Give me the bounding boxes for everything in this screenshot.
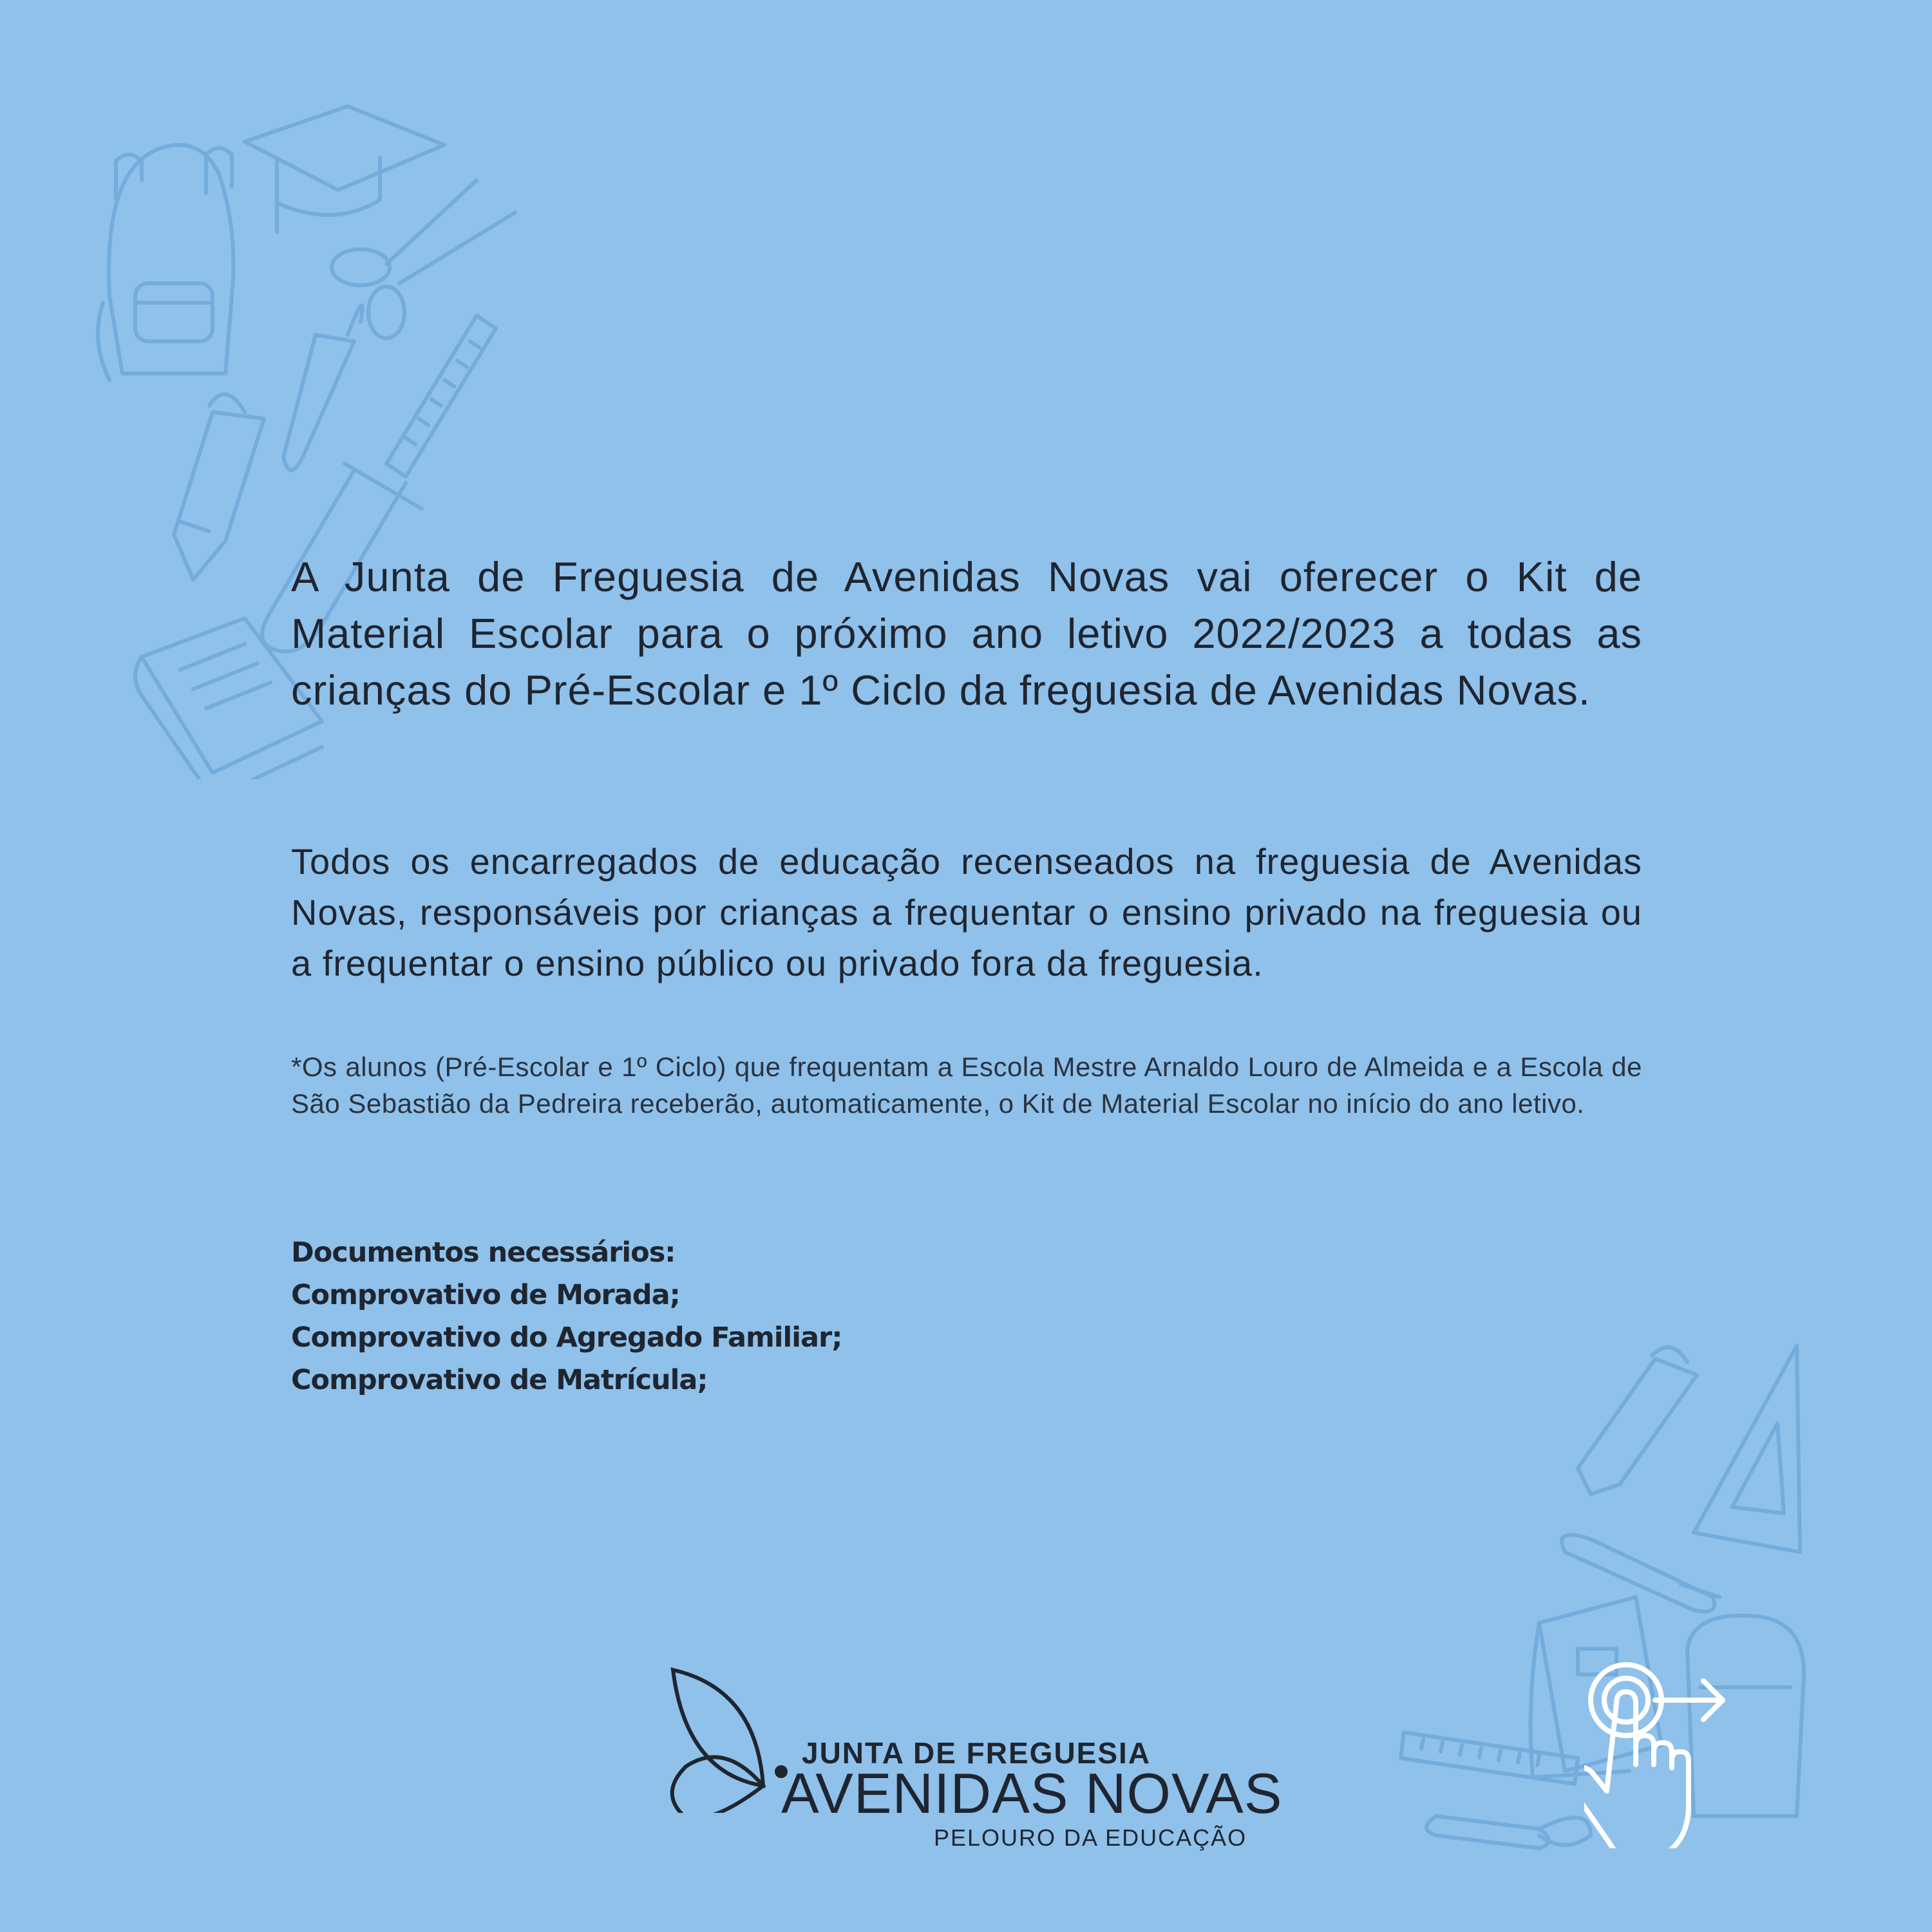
logo-line-junta: JUNTA DE FREGUESIA — [802, 1736, 1151, 1770]
document-item: Comprovativo de Morada; — [291, 1279, 680, 1311]
swipe-next-icon[interactable] — [1584, 1655, 1732, 1848]
announcement-eligibility-text: Todos os encarregados de educação recenseados na freguesia de Avenidas Novas, responsáveis por crianças a frequentar o ensino privado na freguesia ou a frequentar o ensino público ou privado fora da freguesia. — [291, 841, 1642, 983]
document-item: Comprovativo do Agregado Familiar; — [291, 1321, 842, 1354]
announcement-main-text: A Junta de Freguesia de Avenidas Novas vai oferecer o Kit de Material Escolar para o próximo ano letivo 2022/2023 a todas as crianças do Pré-Escolar e 1º Ciclo da freguesia de Avenidas Novas. — [291, 553, 1642, 714]
announcement-footnote: *Os alunos (Pré-Escolar e 1º Ciclo) que frequentam a Escola Mestre Arnaldo Louro de Almeida e a Escola de São Sebastião da Pedreira receberão, automaticamente, o Kit de Material Escolar no início do ano letivo. — [291, 1052, 1642, 1119]
logo-line-pelouro: PELOURO DA EDUCAÇÃO — [934, 1824, 1247, 1851]
document-item: Comprovativo de Matrícula; — [291, 1364, 708, 1396]
documents-heading: Documentos necessários: — [291, 1236, 676, 1269]
junta-freguesia-logo — [660, 1665, 1283, 1852]
documents-list — [291, 1231, 1642, 1401]
logo-line-avenidas: AVENIDAS NOVAS — [781, 1761, 1283, 1825]
